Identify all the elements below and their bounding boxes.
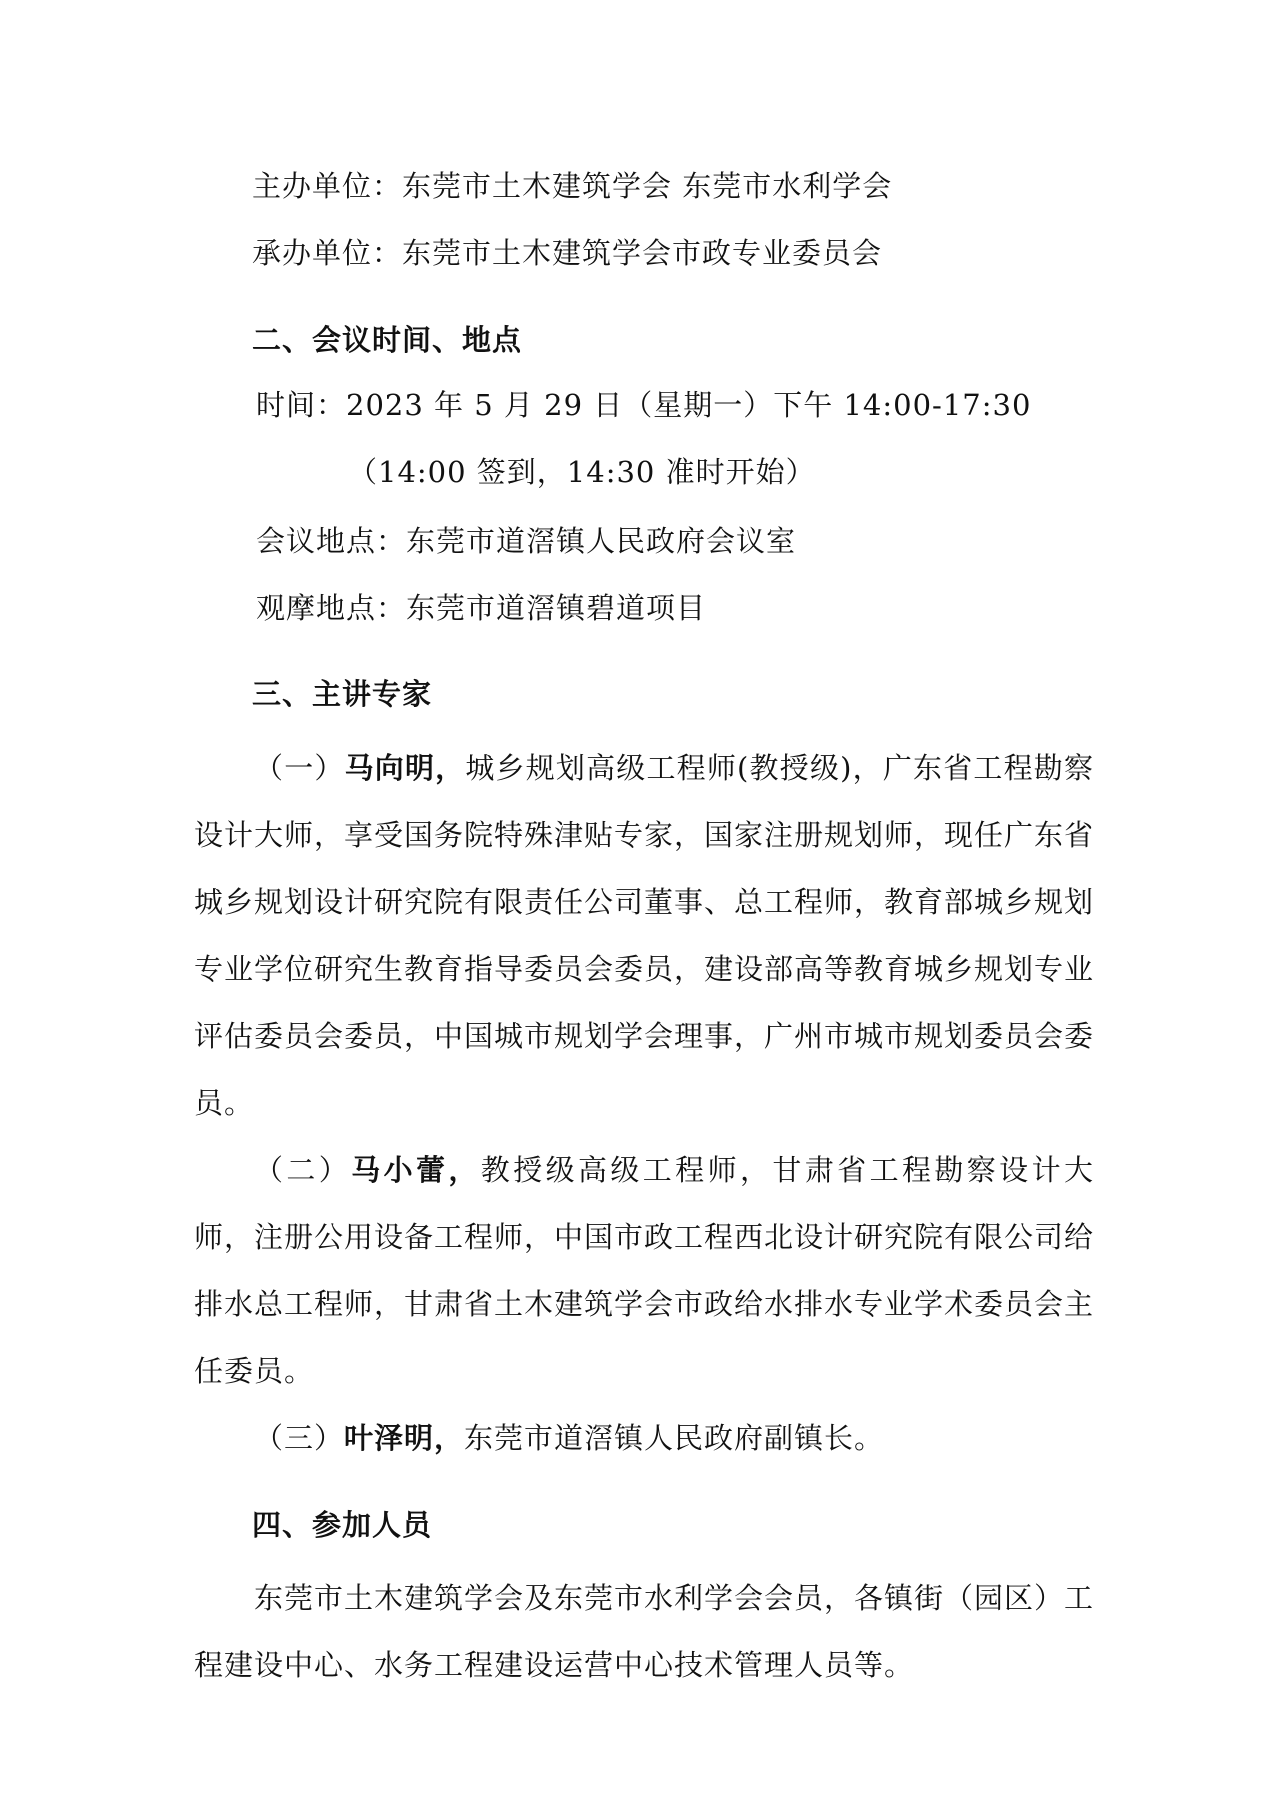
section-heading-time-venue: 二、会议时间、地点 [252,323,523,357]
section-heading-experts: 三、主讲专家 [252,677,433,711]
venue-line: 会议地点：东莞市道滘镇人民政府会议室 [256,524,797,558]
expert-bio: 教授级高级工程师，甘肃省工程勘察设计大师，注册公用设备工程师，中国市政工程西北设计研究院有限公司给排水总工程师，甘肃省土木建筑学会市政给水排水专业学术委员会主任委员。 [194,1153,1095,1388]
expert-name: 马小蕾， [351,1153,481,1187]
expert-name: 叶泽明， [344,1421,465,1455]
visit-line: 观摩地点：东莞市道滘镇碧道项目 [256,591,707,625]
expert-prefix: （一） [254,751,345,785]
expert-paragraph-3 [194,1405,1094,1472]
expert-paragraph-1 [194,735,1094,1137]
time-line: 时间：2023 年 5 月 29 日（星期一）下午 14:00-17:30 [256,388,1032,422]
organizer-line: 承办单位：东莞市土木建筑学会市政专业委员会 [252,236,883,270]
expert-name: 马向明， [344,751,466,785]
expert-prefix: （三） [254,1421,345,1455]
section-heading-participants: 四、参加人员 [252,1508,433,1542]
participants-paragraph: 东莞市土木建筑学会及东莞市水利学会会员，各镇街（园区）工程建设中心、水务工程建设运营中心技术管理人员等。 [194,1581,1095,1682]
expert-bio: 城乡规划高级工程师(教授级)，广东省工程勘察设计大师，享受国务院特殊津贴专家，国家注册规划师，现任广东省城乡规划设计研究院有限责任公司董事、总工程师，教育部城乡规划专业学位研究生教育指导委员会委员，建设部高等教育城乡规划专业评估委员会委员，中国城市规划学会理事，广州市城市规划委员会委员。 [194,751,1095,1120]
expert-bio: 东莞市道滘镇人民政府副镇长。 [464,1421,885,1455]
host-line: 主办单位：东莞市土木建筑学会 东莞市水利学会 [252,169,893,203]
expert-prefix: （二） [254,1153,352,1187]
time-note-line: （14:00 签到，14:30 准时开始） [348,455,816,489]
expert-paragraph-2 [194,1137,1094,1405]
